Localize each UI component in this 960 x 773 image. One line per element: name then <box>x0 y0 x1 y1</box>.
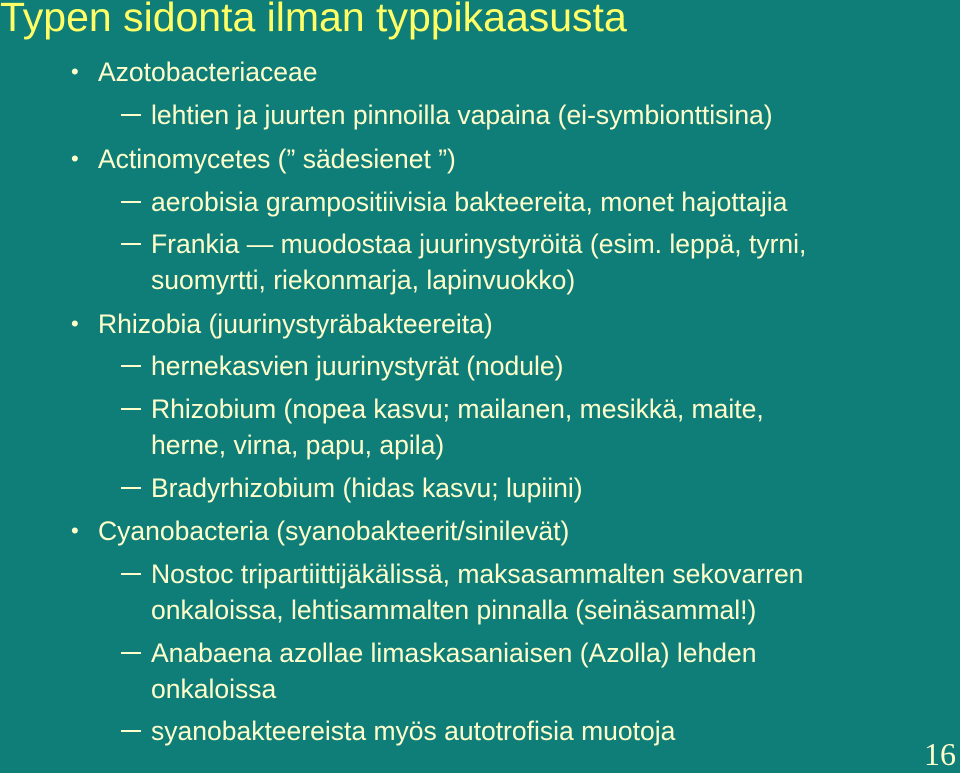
sub-item-text: Frankia — muodostaa juurinystyröitä (esim. leppä, tyrni, <box>151 229 807 259</box>
bullet-text: Rhizobia (juurinystyräbakteereita) <box>98 309 493 339</box>
dash-icon <box>121 573 141 575</box>
sub-item <box>151 97 773 133</box>
sub-item-continuation <box>151 427 444 463</box>
bullet-item <box>71 513 570 549</box>
sub-item-text: Anabaena azollae limaskasaniaisen (Azolla) lehden <box>151 638 757 668</box>
sub-item-text: suomyrtti, riekonmarja, lapinvuokko) <box>151 265 576 295</box>
sub-item-text: onkaloissa, lehtisammalten pinnalla (seinäsammal!) <box>151 595 757 625</box>
bullet-text: Actinomycetes (” sädesienet ”) <box>98 144 456 174</box>
dash-icon <box>121 114 141 116</box>
bullet-text: Azotobacteriaceae <box>98 57 318 87</box>
sub-item <box>151 635 756 671</box>
sub-item-text: hernekasvien juurinystyrät (nodule) <box>151 351 564 381</box>
bullet-item <box>71 54 318 90</box>
sub-item-continuation <box>151 671 276 707</box>
dash-icon <box>121 201 141 203</box>
sub-item <box>151 184 787 220</box>
slide-title: Typen sidonta ilman typpikaasusta <box>0 0 627 40</box>
sub-item-text: lehtien ja juurten pinnoilla vapaina (ei-symbionttisina) <box>151 100 773 130</box>
dash-icon <box>121 365 141 367</box>
sub-item-text: onkaloissa <box>151 674 277 704</box>
dash-icon <box>121 243 141 245</box>
bullet-icon: • <box>71 59 79 84</box>
dash-icon <box>121 487 141 489</box>
sub-item <box>151 391 764 427</box>
sub-item-continuation <box>151 262 575 298</box>
bullet-item <box>71 141 456 177</box>
sub-item-text: herne, virna, papu, apila) <box>151 430 445 460</box>
bullet-icon: • <box>71 518 79 543</box>
sub-item-continuation <box>151 592 756 628</box>
sub-item-text: Rhizobium (nopea kasvu; mailanen, mesikkä, maite, <box>151 394 764 424</box>
sub-item <box>151 470 583 506</box>
bullet-icon: • <box>71 146 79 171</box>
bullet-item <box>71 306 493 342</box>
bullet-icon: • <box>71 311 79 336</box>
sub-item-text: Bradyrhizobium (hidas kasvu; lupiini) <box>151 473 583 503</box>
dash-icon <box>121 408 141 410</box>
slide-number: 16 <box>924 736 956 772</box>
dash-icon <box>121 730 141 732</box>
sub-item-text: Nostoc tripartiittijäkälissä, maksasammalten sekovarren <box>151 559 804 589</box>
dash-icon <box>121 652 141 654</box>
sub-item <box>151 556 803 592</box>
bullet-text: Cyanobacteria (syanobakteerit/sinilevät) <box>98 516 570 546</box>
sub-item-text: aerobisia grampositiivisia bakteereita, monet hajottajia <box>151 187 788 217</box>
sub-item-text: syanobakteereista myös autotrofisia muotoja <box>151 716 676 746</box>
sub-item <box>151 348 563 384</box>
sub-item <box>151 713 675 749</box>
sub-item <box>151 226 806 262</box>
